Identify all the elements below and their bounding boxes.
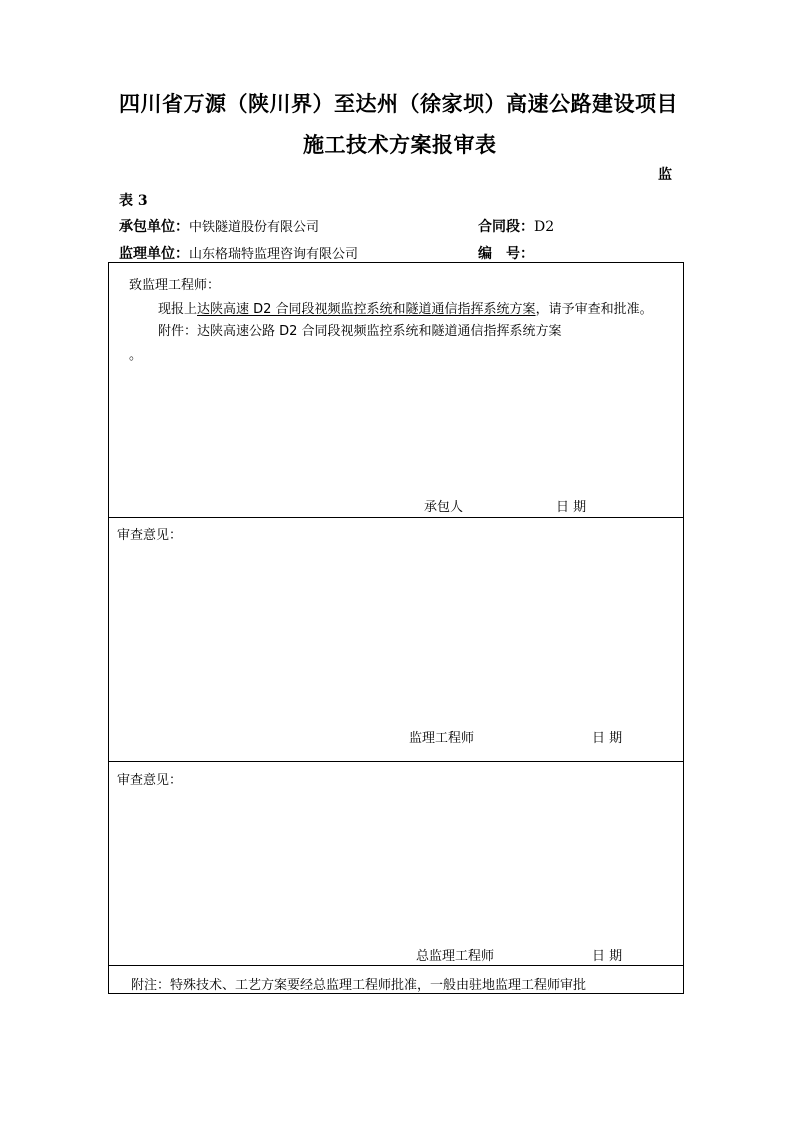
attachment-text: 附件：达陕高速公路 D2 合同段视频监控系统和隧道通信指挥系统方案 (158, 324, 562, 339)
contractor-sign-label: 承包人 (424, 500, 464, 515)
corner-label: 监 (658, 167, 672, 183)
submission-prefix: 现报上 (158, 302, 198, 317)
chief-review-opinion-label: 审查意见： (117, 773, 183, 788)
contract-section-label: 合同段： (478, 219, 534, 235)
addressee: 致监理工程师： (129, 278, 221, 293)
footer-note: 附注：特殊技术、工艺方案要经总监理工程师批准，一般由驻地监理工程师审批 (131, 978, 587, 993)
supervisor-label: 监理单位： (119, 246, 189, 262)
divider-3 (109, 965, 683, 966)
supervisor-value: 山东格瑞特监理咨询有限公司 (189, 247, 359, 262)
submission-plan-name: 达陕高速 D2 合同段视频监控系统和隧道通信指挥系统方案 (197, 302, 536, 317)
number-row (478, 243, 534, 263)
divider-2 (109, 761, 683, 762)
submission-suffix: ，请予审查和批准。 (535, 302, 653, 317)
contractor-row (119, 216, 319, 236)
document-subtitle: 施工技术方案报审表 (303, 132, 497, 157)
submission-text (158, 298, 653, 317)
contract-section-value: D2 (534, 219, 555, 235)
stray-mark: 。 (129, 348, 143, 363)
chief-engineer-sign-label: 总监理工程师 (416, 949, 495, 964)
review-opinion-label: 审查意见： (117, 528, 183, 543)
engineer-sign-label: 监理工程师 (409, 731, 475, 746)
approval-table (108, 262, 684, 994)
form-number: 表 3 (119, 193, 148, 209)
chief-engineer-date-label: 日 期 (592, 949, 623, 964)
divider-1 (109, 517, 683, 518)
contractor-value: 中铁隧道股份有限公司 (189, 220, 320, 235)
engineer-date-label: 日 期 (592, 731, 623, 746)
contractor-date-label: 日 期 (556, 500, 587, 515)
contract-section-row (478, 216, 554, 236)
supervisor-row (119, 243, 358, 263)
number-label: 编 号： (478, 246, 534, 262)
contractor-label: 承包单位： (119, 219, 189, 235)
document-title: 四川省万源（陕川界）至达州（徐家坝）高速公路建设项目 (119, 91, 678, 116)
